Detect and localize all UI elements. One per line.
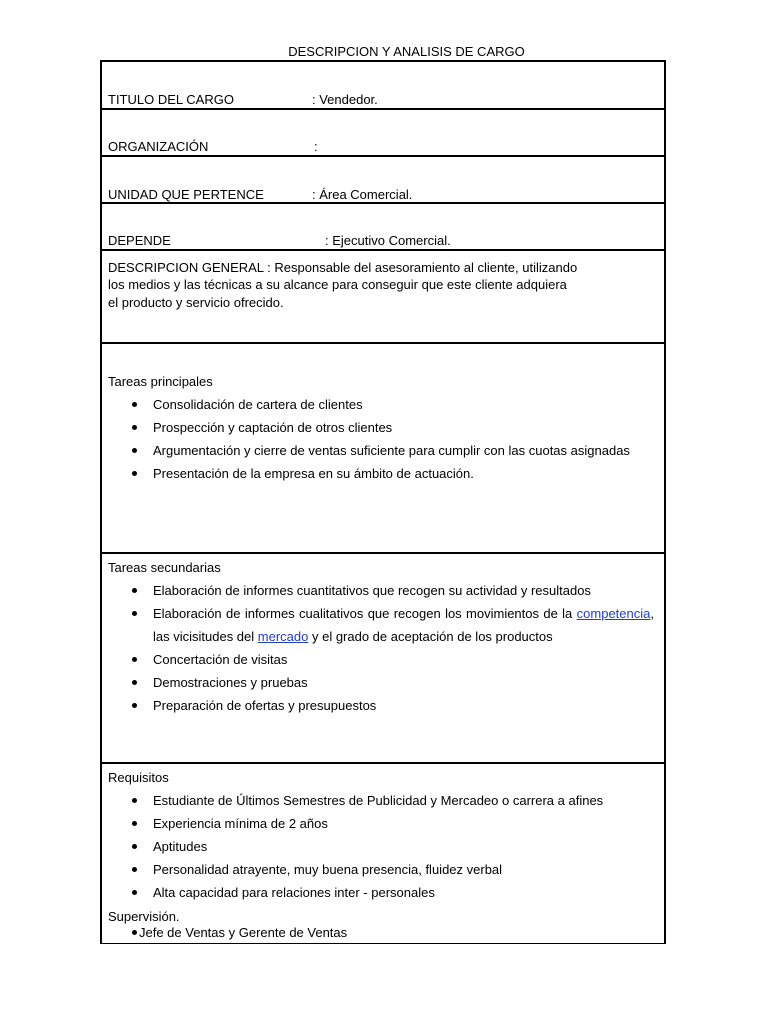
depende-label: DEPENDE — [108, 233, 171, 248]
row-divider — [102, 342, 664, 344]
list-item: Consolidación de cartera de clientes — [102, 393, 658, 416]
row-divider — [102, 249, 664, 251]
requisitos-heading: Requisitos — [108, 770, 169, 785]
supervision-heading: Supervisión. — [108, 909, 180, 924]
list-item: Elaboración de informes cuantitativos que recogen su actividad y resultados — [102, 579, 658, 602]
list-item-text: , las vicisitudes del — [153, 606, 654, 644]
requisitos-list — [102, 789, 658, 904]
descripcion-line-1: DESCRIPCION GENERAL : Responsable del asesoramiento al cliente, utilizando — [108, 260, 578, 275]
list-item: Concertación de visitas — [102, 648, 658, 671]
row-divider — [102, 202, 664, 204]
row-divider — [102, 108, 664, 110]
descripcion-line-3: el producto y servicio ofrecido. — [108, 295, 284, 310]
mercado-link[interactable]: mercado — [257, 629, 309, 644]
list-item: Aptitudes — [102, 835, 658, 858]
job-description-table — [100, 60, 666, 944]
depende-value: : Ejecutivo Comercial. — [325, 233, 451, 248]
list-item: Prospección y captación de otros clientes — [102, 416, 658, 439]
tareas-secundarias-heading: Tareas secundarias — [108, 560, 221, 575]
unidad-value: : Área Comercial. — [312, 187, 413, 202]
row-divider — [102, 762, 664, 764]
list-item — [102, 602, 658, 648]
organizacion-label: ORGANIZACIÓN — [108, 139, 209, 154]
descripcion-line-2: los medios y las técnicas a su alcance para conseguir que este cliente adquiera — [108, 277, 567, 292]
list-item-text: y el grado de aceptación de los productos — [308, 629, 553, 644]
list-item: Estudiante de Últimos Semestres de Publicidad y Mercadeo o carrera a afines — [102, 789, 658, 812]
competencia-link[interactable]: competencia — [576, 606, 651, 621]
list-item: Jefe de Ventas y Gerente de Ventas — [102, 924, 658, 941]
row-divider — [102, 552, 664, 554]
list-item: Experiencia mínima de 2 años — [102, 812, 658, 835]
tareas-secundarias-list — [102, 579, 658, 717]
list-item: Demostraciones y pruebas — [102, 671, 658, 694]
unidad-label: UNIDAD QUE PERTENCE — [108, 187, 264, 202]
list-item-text: Elaboración de informes cualitativos que recogen los movimientos de la — [153, 606, 577, 621]
tareas-principales-list — [102, 393, 658, 485]
list-item: Personalidad atrayente, muy buena presencia, fluidez verbal — [102, 858, 658, 881]
organizacion-value: : — [314, 139, 318, 154]
tareas-principales-heading: Tareas principales — [108, 374, 213, 389]
list-item: Preparación de ofertas y presupuestos — [102, 694, 658, 717]
row-divider — [102, 155, 664, 157]
titulo-label: TITULO DEL CARGO — [108, 92, 234, 107]
titulo-value: : Vendedor. — [312, 92, 378, 107]
list-item: Alta capacidad para relaciones inter - personales — [102, 881, 658, 904]
document-title: DESCRIPCION Y ANALISIS DE CARGO — [288, 44, 525, 59]
list-item: Presentación de la empresa en su ámbito de actuación. — [102, 462, 658, 485]
list-item: Argumentación y cierre de ventas suficiente para cumplir con las cuotas asignadas — [102, 439, 658, 462]
supervision-list — [102, 924, 658, 941]
